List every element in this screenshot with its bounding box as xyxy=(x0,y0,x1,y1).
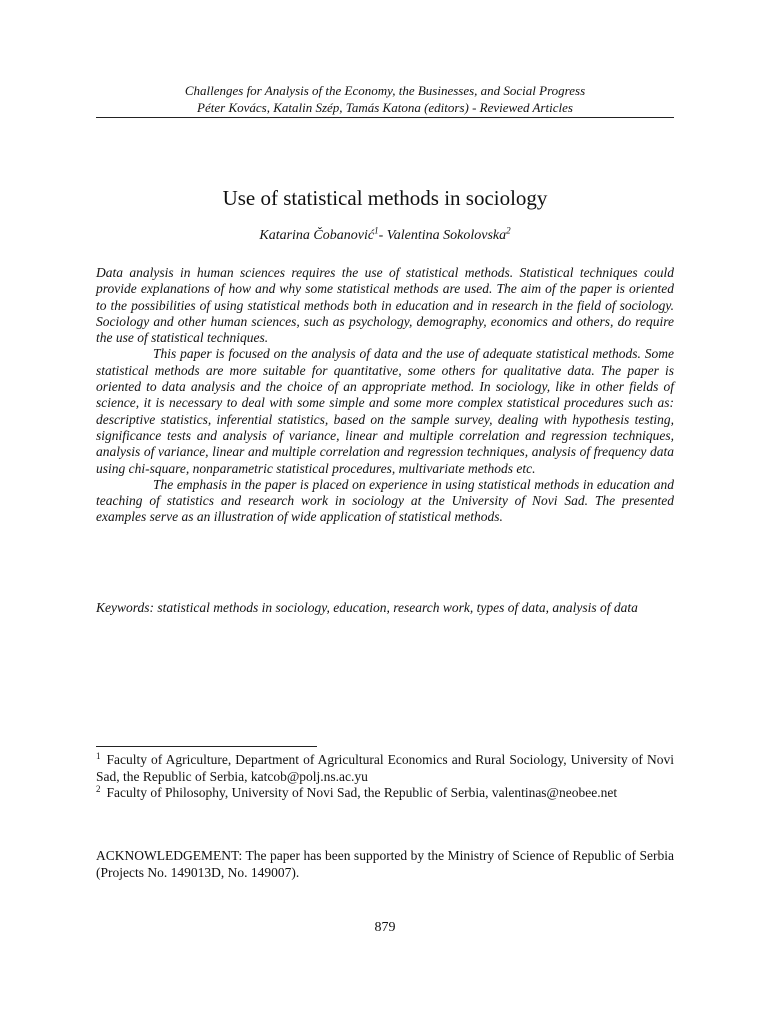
author-2-footnote-mark: 2 xyxy=(506,225,511,236)
abstract xyxy=(96,265,674,526)
author-2: Valentina Sokolovska xyxy=(386,228,507,243)
author-1-footnote-mark: 1 xyxy=(374,225,379,236)
acknowledgement: ACKNOWLEDGEMENT: The paper has been supported by the Ministry of Science of Republic of Serbia (Projects No. 149013D, No. 149007). xyxy=(96,848,674,880)
author-line xyxy=(96,226,674,246)
header-divider xyxy=(96,117,674,118)
author-1: Katarina Čobanović xyxy=(259,228,375,243)
footnote-2-mark: 2 xyxy=(96,783,101,794)
abstract-paragraph-3: The emphasis in the paper is placed on experience in using statistical methods in education and teaching of statistics and research work in sociology at the University of Novi Sad. The presented examples serve as an illustration of wide application of statistical methods. xyxy=(96,476,674,525)
abstract-paragraph-1: Data analysis in human sciences requires the use of statistical methods. Statistical techniques could provide explanations of how and why some statistical methods are used. The aim of the paper is oriented to the possibilities of using statistical methods both in education and in research in the field of sociology. Sociology and other human sciences, such as psychology, demography, economics and others, do require the use of statistical techniques. xyxy=(96,265,674,346)
footnote-divider xyxy=(96,746,317,747)
page-number: 879 xyxy=(374,920,396,935)
author-separator: - xyxy=(378,228,387,243)
abstract-paragraph-2: This paper is focused on the analysis of data and the use of adequate statistical methods. Some statistical methods are more suitable for quantitative, some others for qualitative data. The paper is oriented to data analysis and the choice of an appropriate method. In sociology, like in other fields of science, it is necessary to deal with some simple and some more complex statistical procedures such as: descriptive statistics, inferential statistics, based on the sample survey, dealing with hypothesis testing, significance tests and analysis of variance, linear and multiple correlation and regression techniques, analysis of variance, linear and multiple correlation and regression techniques, analysis of frequency data using chi-square, nonparametric statistical procedures, multivariate methods etc. xyxy=(96,346,674,476)
footnote-2-text: Faculty of Philosophy, University of Novi Sad, the Republic of Serbia, valentinas@neobee.net xyxy=(106,785,618,800)
footnote-1 xyxy=(96,752,674,785)
running-header xyxy=(96,82,674,116)
footnote-1-mark: 1 xyxy=(96,750,101,761)
footnotes xyxy=(96,752,674,802)
paper-title: Use of statistical methods in sociology xyxy=(222,186,548,210)
header-editors: Péter Kovács, Katalin Szép, Tamás Katona (editors) - Reviewed Articles xyxy=(197,100,573,115)
footnote-2 xyxy=(96,785,674,802)
header-series-title: Challenges for Analysis of the Economy, the Businesses, and Social Progress xyxy=(184,83,586,98)
footnote-1-text: Faculty of Agriculture, Department of Agricultural Economics and Rural Sociology, University of Novi Sad, the Republic of Serbia, katcob@polj.ns.ac.yu xyxy=(96,752,674,784)
keywords: Keywords: statistical methods in sociology, education, research work, types of data, analysis of data xyxy=(96,600,638,615)
